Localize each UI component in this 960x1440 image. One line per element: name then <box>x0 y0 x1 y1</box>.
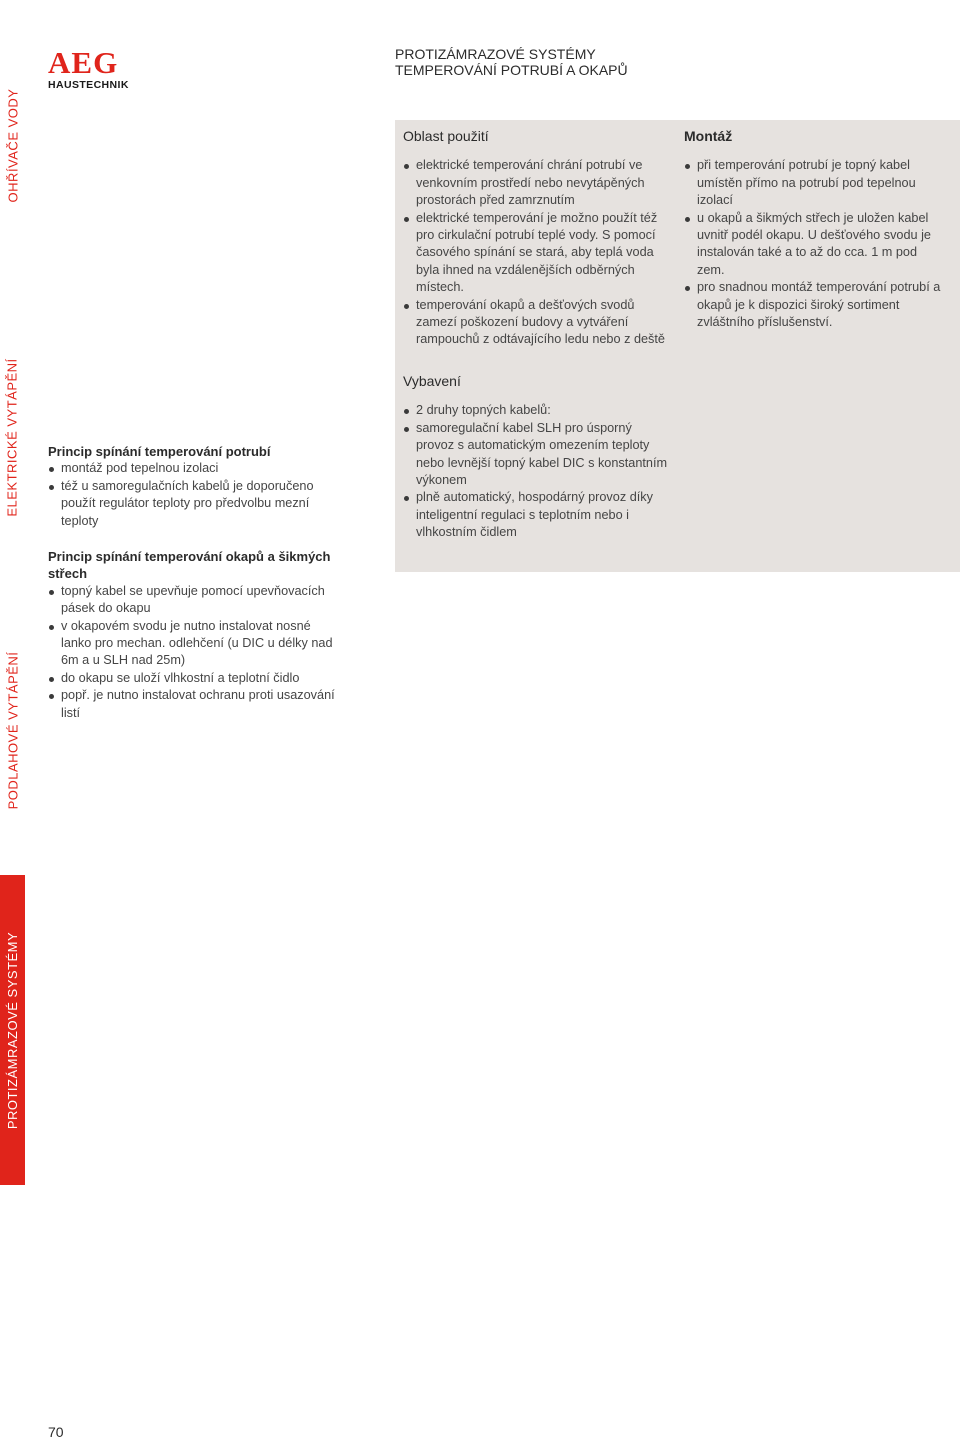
middle-column <box>403 128 673 542</box>
page-subtitle: TEMPEROVÁNÍ POTRUBÍ A OKAPŮ <box>395 62 628 78</box>
list-item: 2 druhy topných kabelů: <box>403 402 673 419</box>
list-item: popř. je nutno instalovat ochranu proti usazování listí <box>48 687 338 722</box>
list-item: topný kabel se upevňuje pomocí upevňovacích pásek do okapu <box>48 583 338 618</box>
list-item: při temperování potrubí je topný kabel umístěn přímo na potrubí pod tepelnou izolací <box>684 157 946 209</box>
page-header <box>395 46 628 78</box>
bullet-list <box>48 460 338 530</box>
list-item: do okapu se uloží vlhkostní a teplotní čidlo <box>48 670 338 687</box>
list-item: samoregulační kabel SLH pro úsporný provoz s automatickým omezením teploty nebo levnější topný kabel DIC s konstantním výkonem <box>403 420 673 490</box>
right-column <box>684 128 946 331</box>
section-heading: Oblast použití <box>403 128 489 144</box>
side-tab-label: PROTIZÁMRAZOVÉ SYSTÉMY <box>5 931 21 1129</box>
page-number: 70 <box>48 1424 64 1440</box>
list-item: elektrické temperování chrání potrubí ve venkovním prostředí nebo nevytápěných prostorách před zamrznutím <box>403 157 673 209</box>
side-tab-label: OHŘÍVAČE VODY <box>5 88 21 202</box>
side-tab-water-heaters[interactable] <box>0 0 25 290</box>
spacer <box>403 349 673 373</box>
section-heading: Montáž <box>684 128 733 144</box>
spacer <box>48 530 338 548</box>
list-item: plně automatický, hospodárný provoz díky inteligentní regulaci s teplotním nebo i vlhkostním čidlem <box>403 489 673 541</box>
list-item: temperování okapů a dešťových svodů zamezí poškození budovy a vytváření rampouchů z odtávajícího ledu nebo z deště <box>403 297 673 349</box>
section-heading: Princip spínání temperování okapů a šikmých střech <box>48 549 331 582</box>
bullet-list <box>684 157 946 331</box>
side-tab-antifreeze-systems[interactable] <box>0 875 25 1185</box>
list-item: též u samoregulačních kabelů je doporučeno použít regulátor teploty pro předvolbu mezní teploty <box>48 478 338 530</box>
section-heading: Vybavení <box>403 372 461 389</box>
left-column <box>48 443 338 722</box>
bullet-list <box>403 402 673 541</box>
bullet-list <box>48 583 338 722</box>
aeg-logo <box>48 45 129 91</box>
list-item: montáž pod tepelnou izolaci <box>48 460 338 477</box>
page-title: PROTIZÁMRAZOVÉ SYSTÉMY <box>395 46 596 62</box>
side-tab-label: ELEKTRICKÉ VYTÁPĚNÍ <box>5 358 21 517</box>
logo-subtitle: HAUSTECHNIK <box>48 79 129 91</box>
side-tab-electric-heating[interactable] <box>0 290 25 585</box>
list-item: elektrické temperování je možno použít též pro cirkulační potrubí teplé vody. S pomocí časového spínání se stará, aby teplá voda byla ihned na vzdálenějších odběrných místech. <box>403 210 673 297</box>
list-item: u okapů a šikmých střech je uložen kabel uvnitř podél okapu. U dešťového svodu je instalován také a to až do cca. 1 m pod zem. <box>684 210 946 280</box>
section-heading: Princip spínání temperování potrubí <box>48 444 271 459</box>
list-item: v okapovém svodu je nutno instalovat nosné lanko pro mechan. odlehčení (u DIC u délky nad 6m a u SLH nad 25m) <box>48 618 338 670</box>
list-item: pro snadnou montáž temperování potrubí a okapů je k dispozici široký sortiment zvláštního příslušenství. <box>684 279 946 331</box>
side-tab-floor-heating[interactable] <box>0 585 25 875</box>
logo-brand: AEG <box>48 45 119 80</box>
side-tab-label: PODLAHOVÉ VYTÁPĚNÍ <box>5 651 21 809</box>
bullet-list <box>403 157 673 348</box>
